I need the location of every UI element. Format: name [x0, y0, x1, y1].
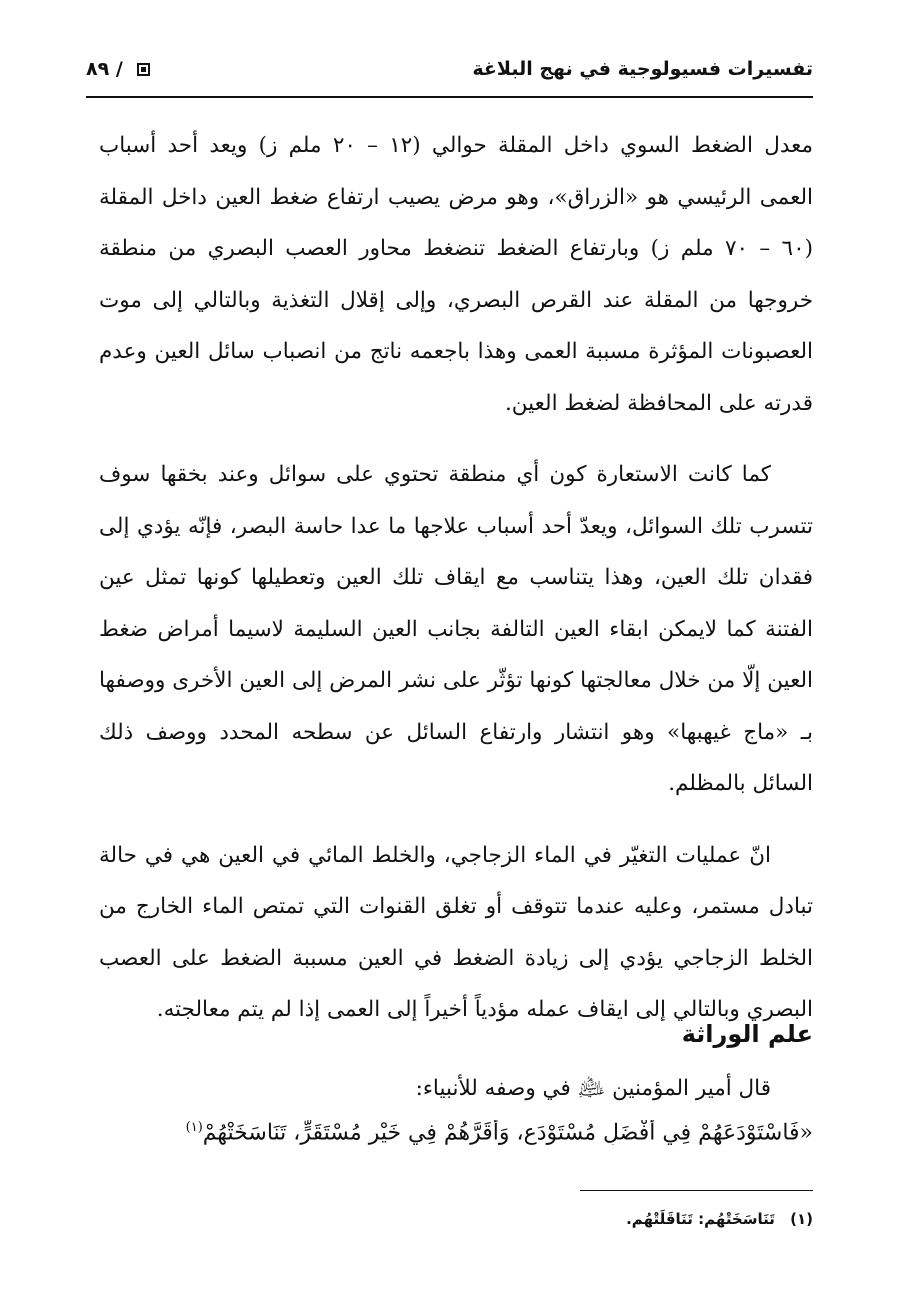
page-number-block — [86, 58, 160, 80]
footnote-number: (١) — [790, 1210, 813, 1228]
quote-intro: قال أمير المؤمنين ﵇ في وصفه للأنبياء: — [415, 1076, 771, 1101]
page-number-separator: / — [115, 58, 123, 80]
quote-text-line — [99, 1120, 813, 1145]
ornament-square-icon — [137, 63, 150, 76]
body-text — [99, 120, 813, 1056]
paragraph-1: معدل الضغط السوي داخل المقلة حوالي (١٢ – ٢٠ ملم ز) ويعد أحد أسباب العمى الرئيسي هو «الزراق»، وهو مرض يصيب ارتفاع ضغط العين داخل المقلة (٦٠ – ٧٠ ملم ز) وبارتفاع الضغط تنضغط محاور العصب البصري من منطقة خروجها من المقلة عند القرص البصري، وإلى إقلال التغذية وبالتالي إلى موت العصبونات المؤثرة مسببة العمى وهذا باجعمه ناتج من انصباب سائل العين وعدم قدرته على المحافظة لضغط العين. — [99, 133, 814, 416]
page-number: ٨٩ — [86, 58, 110, 80]
paragraph-2: كما كانت الاستعارة كون أي منطقة تحتوي على سوائل وعند بخقها سوف تتسرب تلك السوائل، ويعدّ أحد أسباب علاجها ما عدا حاسة البصر، فإنّه يؤدي إلى فقدان تلك العين، وهذا يتناسب مع ايقاف تلك العين وتعطيلها كونها تمثل عين الفتنة كما لايمكن ابقاء العين التالفة بجانب العين السليمة لاسيما أمراض ضغط العين إلّا من خلال معالجتها كونها تؤثّر على نشر المرض إلى العين الأخرى ووصفها بـ «ماج غيهبها» وهو انتشار وارتفاع السائل عن سطحه المحدد ووصف ذلك السائل بالمظلم. — [99, 462, 813, 796]
running-title: تفسيرات فسيولوجية في نهج البلاغة — [472, 58, 813, 80]
header-divider — [86, 96, 813, 98]
section-heading: علم الوراثة — [681, 1020, 813, 1048]
paragraph-3: انّ عمليات التغيّر في الماء الزجاجي، والخلط المائي في العين هي في حالة تبادل مستمر، وعليه عندما تتوقف أو تغلق القنوات التي تمتص الماء الخارج من الخلط الزجاجي يؤدي إلى زيادة الضغط في العين مسببة الضغط على العصب البصري وبالتالي إلى ايقاف عمله مؤدياً أخيراً إلى العمى إذا لم يتم معالجته. — [99, 842, 813, 1022]
footnote-text: تَنَاسَخَتْهُم: تَنَاقَلَتْهُم. — [626, 1210, 775, 1228]
page-header — [86, 52, 813, 92]
footnote-divider — [580, 1190, 813, 1191]
footnote — [626, 1210, 813, 1228]
quote-text: «فَاسْتَوْدَعَهُمْ فِي أَفْضَلِ مُسْتَوْدَعٍ، وَأَقَرَّهُمْ فِي خَيْرِ مُسْتَقَرٍّ، تَنَاسَخَتْهُمْ — [202, 1120, 813, 1146]
footnote-reference[interactable]: (١) — [185, 1120, 203, 1135]
